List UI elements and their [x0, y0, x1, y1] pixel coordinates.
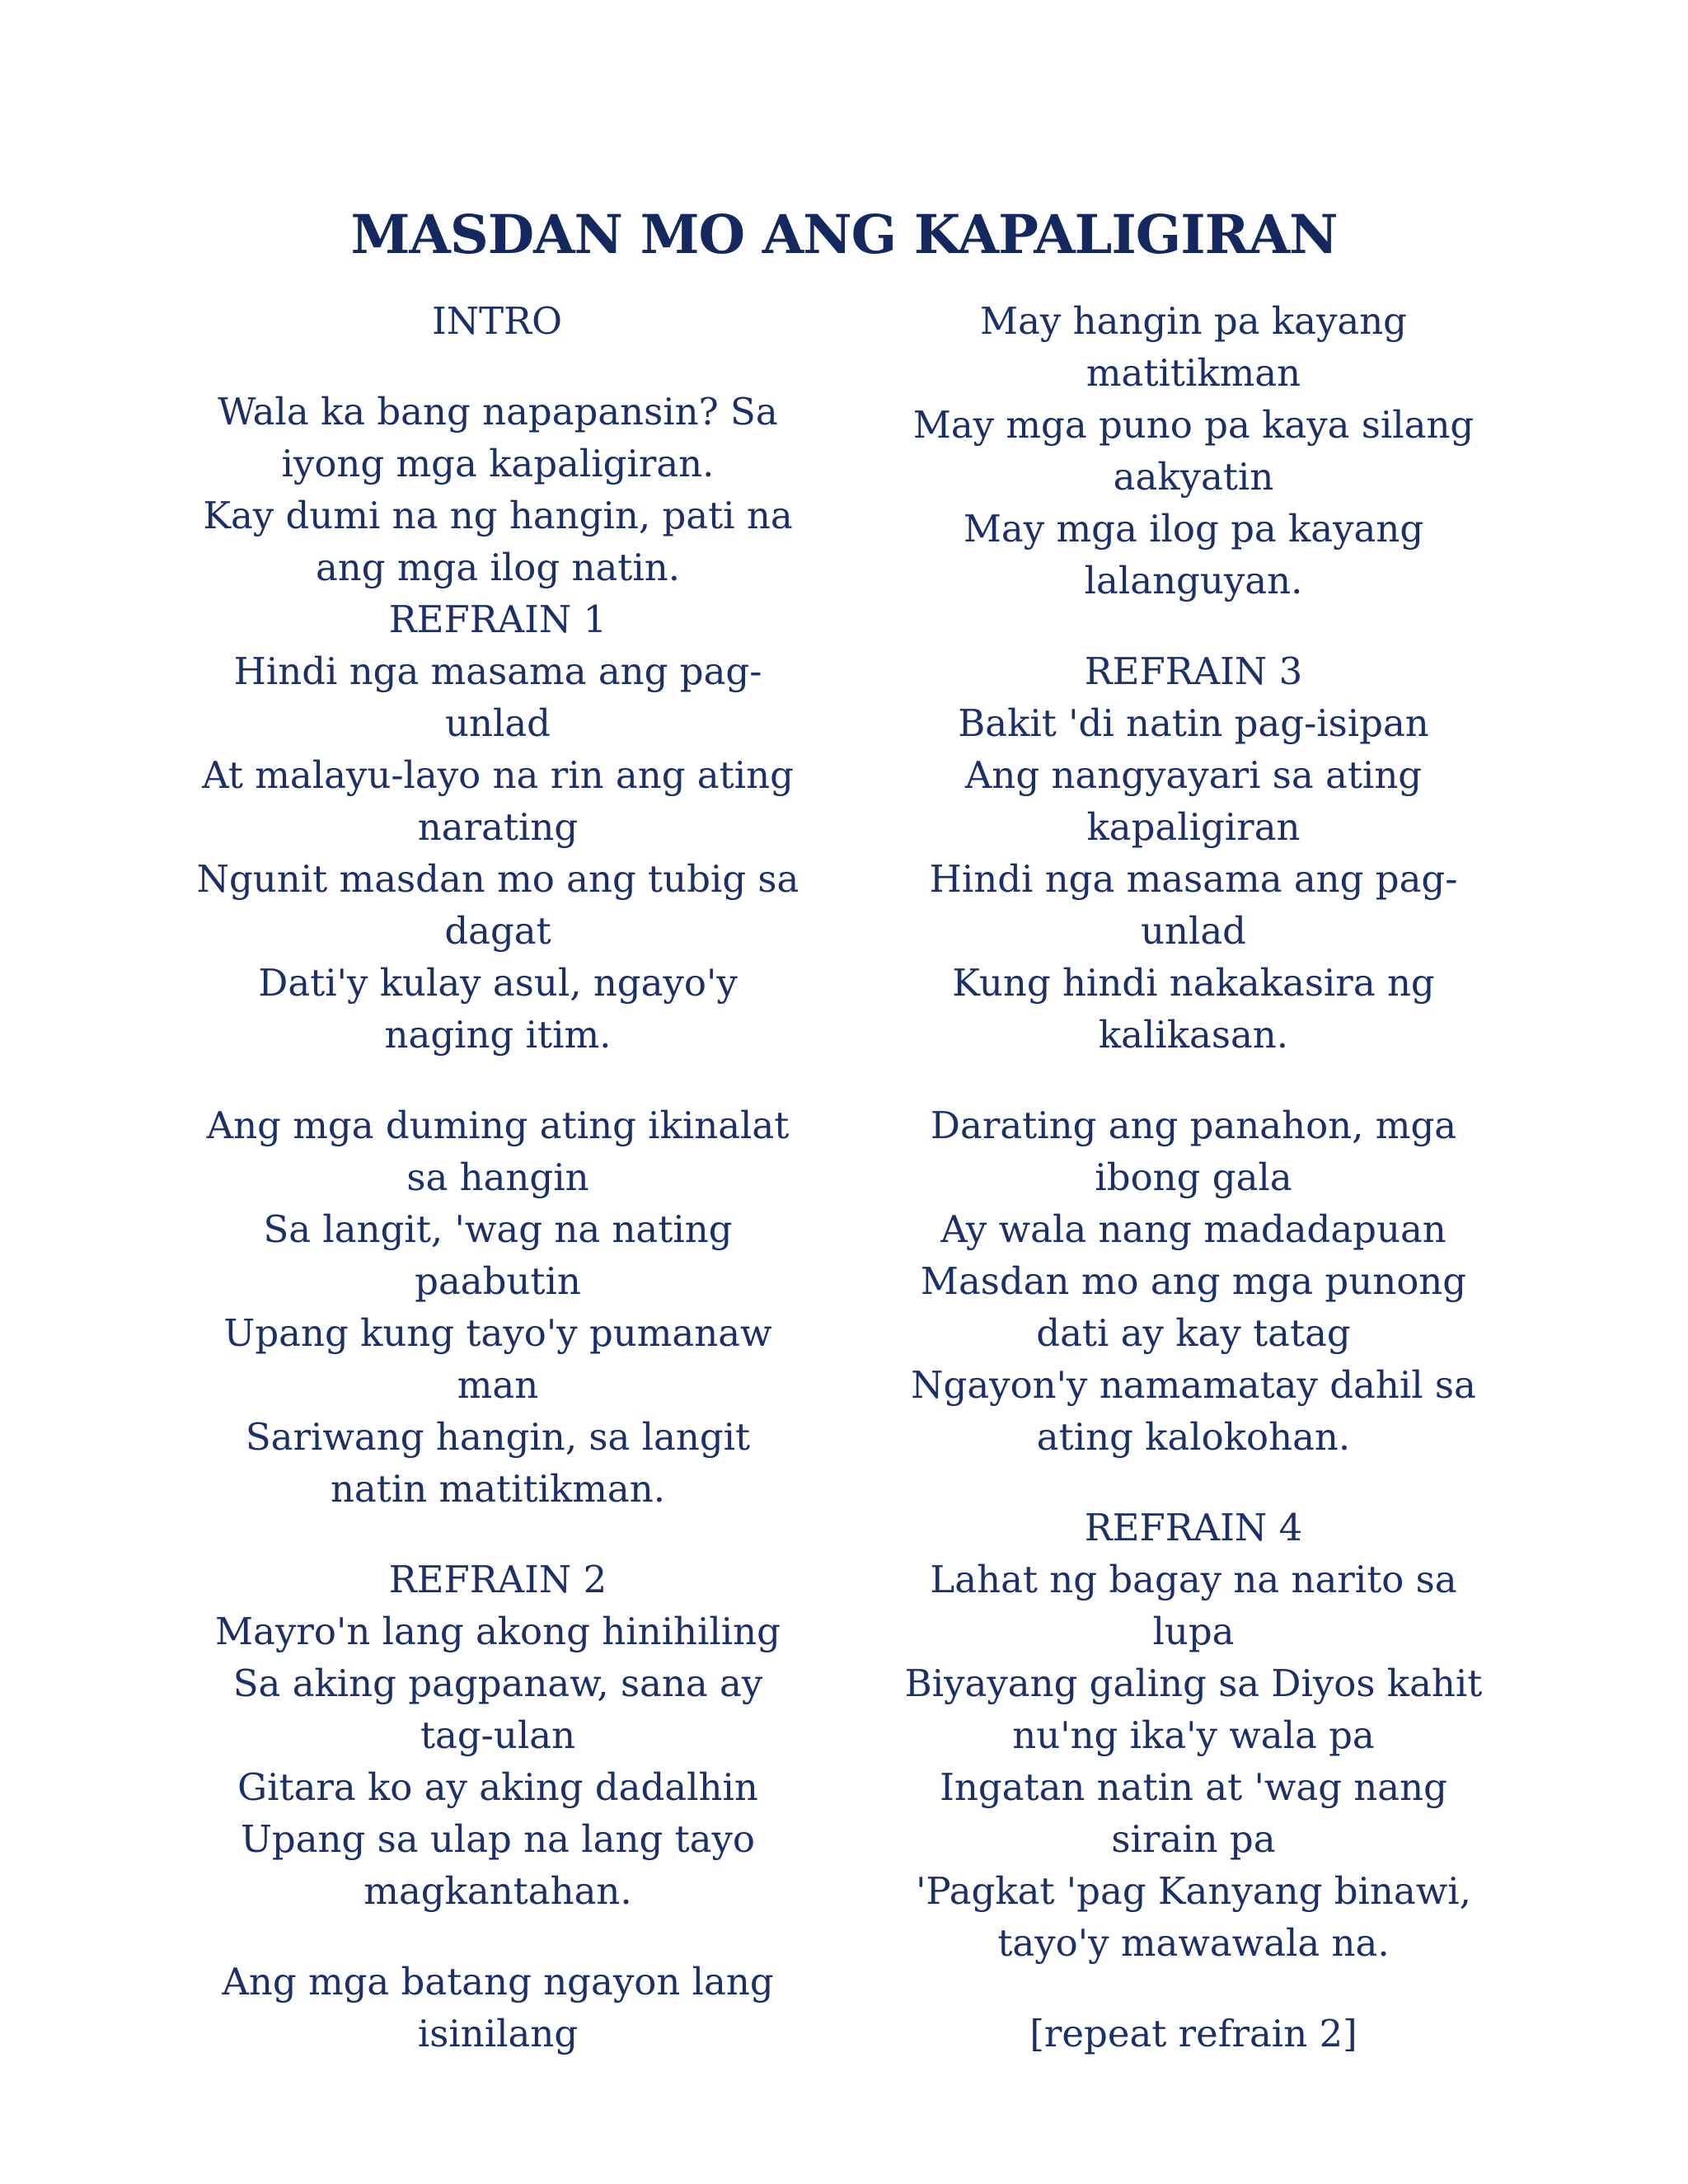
refrain-3 — [880, 645, 1507, 1061]
verse-2 — [185, 1099, 811, 1515]
lyric-line: lupa — [1152, 1610, 1235, 1653]
lyric-line: unlad — [1141, 909, 1246, 953]
lyric-line: tayo'y mawawala na. — [997, 1921, 1390, 1965]
refrain-2 — [185, 1554, 811, 1917]
lyric-line: Lahat ng bagay na narito sa — [930, 1558, 1457, 1601]
lyric-line: Mayro'n lang akong hinihiling — [215, 1610, 781, 1653]
lyric-line: aakyatin — [1113, 455, 1274, 499]
lyric-line: lalanguyan. — [1084, 559, 1303, 602]
lyric-line: kalikasan. — [1098, 1013, 1289, 1057]
lyric-line: sirain pa — [1111, 1817, 1276, 1861]
lyric-line: Kung hindi nakakasira ng — [952, 961, 1435, 1005]
song-title: MASDAN MO ANG KAPALIGIRAN — [350, 204, 1338, 266]
lyric-line: Ngayon'y namamatay dahil sa — [911, 1363, 1476, 1407]
left-column — [185, 295, 811, 2060]
lyric-line: May mga ilog pa kayang — [963, 507, 1424, 551]
intro-section — [185, 295, 811, 347]
lyric-line: Ang mga batang ngayon lang — [222, 1960, 774, 2004]
refrain-2-label: REFRAIN 2 — [388, 1558, 607, 1601]
lyric-line: narating — [417, 805, 579, 849]
lyric-line: kapaligiran — [1086, 805, 1301, 849]
repeat-note-section — [880, 2008, 1507, 2060]
lyric-line: Sa aking pagpanaw, sana ay — [232, 1661, 763, 1705]
lyric-line: Upang sa ulap na lang tayo — [240, 1817, 756, 1861]
lyric-line: Gitara ko ay aking dadalhin — [237, 1765, 758, 1809]
lyric-line: magkantahan. — [363, 1869, 632, 1913]
lyric-line: tag-ulan — [420, 1713, 576, 1757]
lyric-line: unlad — [445, 701, 551, 745]
lyric-line: iyong mga kapaligiran. — [281, 442, 715, 485]
lyric-line: ang mga ilog natin. — [315, 546, 681, 589]
lyric-line: Wala ka bang napapansin? Sa — [218, 390, 778, 434]
lyric-line: Bakit 'di natin pag-isipan — [958, 701, 1429, 745]
lyric-line: Ang nangyayari sa ating — [964, 753, 1423, 797]
lyric-line: May hangin pa kayang — [980, 299, 1407, 343]
lyric-line: Sariwang hangin, sa langit — [245, 1415, 751, 1459]
verse-3 — [185, 1956, 811, 2060]
lyric-line: Ang mga duming ating ikinalat — [206, 1104, 790, 1147]
lyric-line: May mga puno pa kaya silang — [912, 403, 1475, 447]
verse-1 — [185, 386, 811, 593]
lyric-line: nu'ng ika'y wala pa — [1012, 1713, 1375, 1757]
lyric-line: Ingatan natin at 'wag nang — [940, 1765, 1447, 1809]
intro-label: INTRO — [432, 299, 562, 343]
refrain-1-label: REFRAIN 1 — [388, 598, 607, 641]
lyric-line: Sa langit, 'wag na nating — [263, 1207, 733, 1251]
lyric-line: dagat — [444, 909, 551, 953]
refrain-4-label: REFRAIN 4 — [1084, 1506, 1303, 1549]
refrain-4 — [880, 1502, 1507, 1969]
lyric-line: Biyayang galing sa Diyos kahit — [904, 1661, 1483, 1705]
lyric-line: matitikman — [1085, 351, 1301, 395]
lyric-line: natin matitikman. — [330, 1467, 666, 1511]
lyric-line: Upang kung tayo'y pumanaw — [223, 1311, 772, 1355]
lyric-line: paabutin — [415, 1259, 581, 1303]
lyric-line: Darating ang panahon, mga — [930, 1104, 1457, 1147]
lyric-line: 'Pagkat 'pag Kanyang binawi, — [916, 1869, 1471, 1913]
verse-4 — [880, 1099, 1507, 1463]
lyric-line: At malayu-layo na rin ang ating — [202, 753, 794, 797]
repeat-note: [repeat refrain 2] — [1029, 2012, 1357, 2055]
lyric-line: Hindi nga masama ang pag- — [929, 857, 1458, 901]
refrain-1 — [185, 593, 811, 1061]
right-column — [880, 295, 1507, 2060]
lyric-line: Hindi nga masama ang pag- — [233, 649, 762, 693]
refrain-3-label: REFRAIN 3 — [1084, 649, 1303, 693]
lyric-line: Dati'y kulay asul, ngayo'y — [258, 961, 738, 1005]
lyric-line: isinilang — [417, 2012, 579, 2055]
lyric-line: man — [457, 1363, 539, 1407]
verse-3-continued — [880, 295, 1507, 607]
lyric-line: naging itim. — [384, 1013, 612, 1057]
lyric-line: ibong gala — [1095, 1155, 1292, 1199]
lyric-line: Kay dumi na ng hangin, pati na — [203, 494, 793, 537]
lyric-line: dati ay kay tatag — [1036, 1311, 1351, 1355]
lyric-line: Ay wala nang madadapuan — [940, 1207, 1447, 1251]
lyric-line: Ngunit masdan mo ang tubig sa — [196, 857, 799, 901]
lyric-line: ating kalokohan. — [1036, 1415, 1351, 1459]
lyric-line: Masdan mo ang mga punong — [920, 1259, 1467, 1303]
lyric-line: sa hangin — [406, 1155, 589, 1199]
